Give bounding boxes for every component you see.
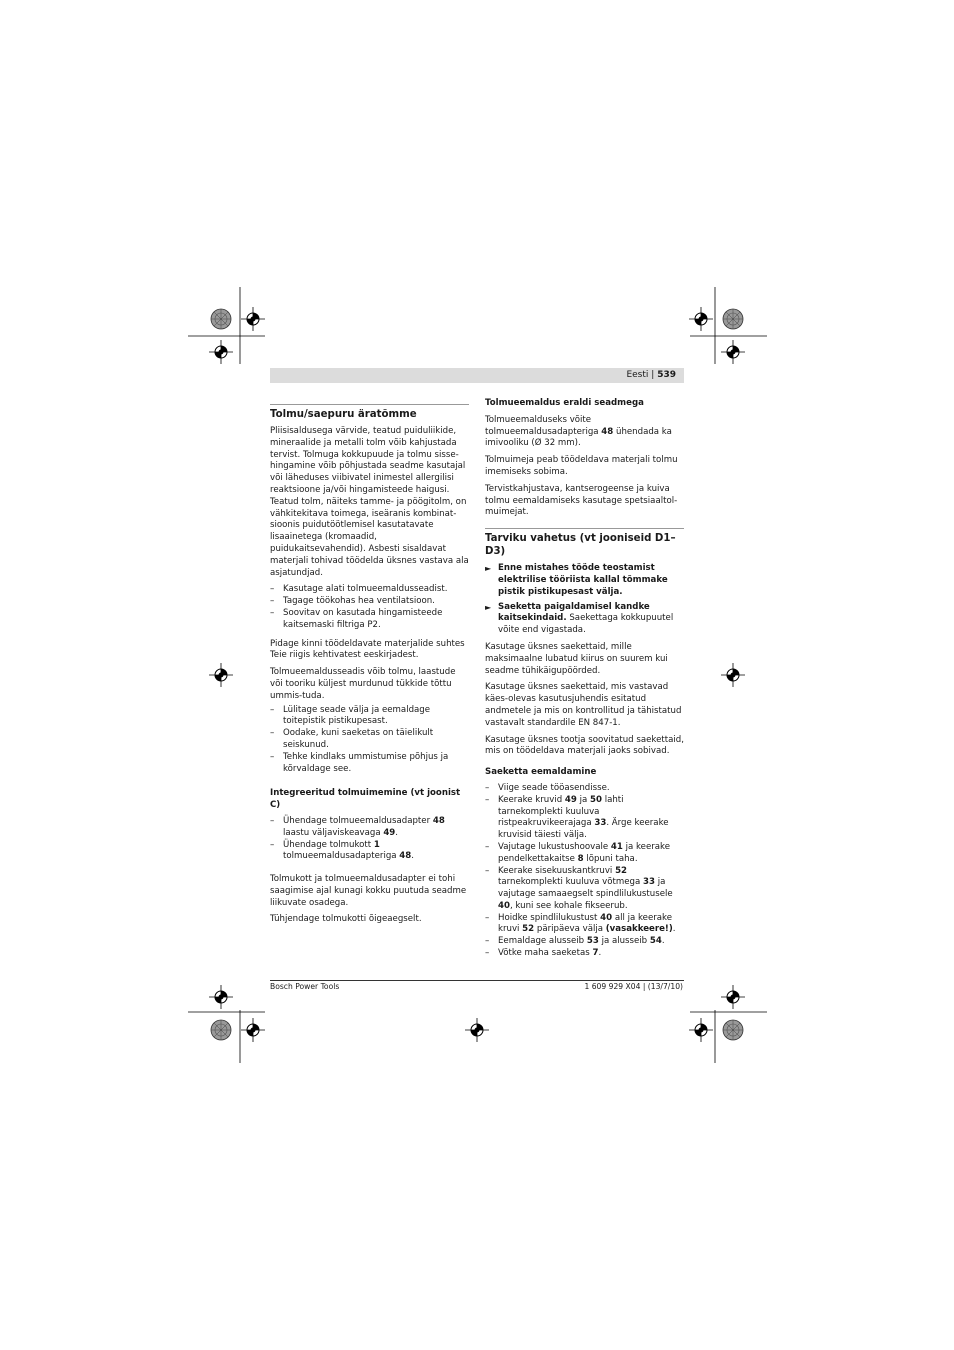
warning-list <box>485 563 684 637</box>
warning-item: ► Enne mistahes tööde teostamist elektrilise tööriista kallal tõmmake pistik pistikupesast välja. <box>485 563 668 597</box>
dust-section-title: Tolmu/saepuru äratõmme <box>270 409 417 420</box>
dust-para-3: Tolmueemaldusseadis võib tolmu, laastude või tooriku küljest murdunud tükkide tõttu ummis-tuda. <box>270 667 456 701</box>
list-item: – Lülitage seade välja ja eemaldage toitepistik pistikupesast. <box>270 704 431 727</box>
footer-brand: Bosch Power Tools <box>270 982 340 991</box>
change-para-2: Kasutage üksnes saekettaid, mis vastavad käes-olevas kasutusjuhendis esitatud andmetele ja mis on kontrollitud ja tähistatud vastavalt standardile EN 847-1. <box>485 682 682 728</box>
page-header <box>270 368 684 383</box>
separate-title: Tolmueemaldus eraldi seadmega <box>485 398 644 408</box>
list-item: – Oodake, kuni saeketas on täielikult seiskunud. <box>270 728 434 750</box>
integrated-list <box>270 816 469 863</box>
list-item: – Ühendage tolmueemaldusadapter 48 laastu väljaviskeavaga 49. <box>270 815 445 838</box>
footer-doc-number: 1 609 929 X04 | (13/7/10) <box>584 982 683 991</box>
separate-para-2: Tolmuimeja peab töödeldava materjali tolmu imemiseks sobima. <box>485 455 678 477</box>
right-column <box>485 398 684 967</box>
header-separator: | <box>651 370 655 380</box>
list-item: – Vajutage lukustushoovale 41 ja keerake pendelkettakaitse 8 lõpuni taha. <box>485 841 671 864</box>
list-item: – Tagage töökohas hea ventilatsioon. <box>270 596 435 607</box>
integrated-para-1: Tolmukott ja tolmueemaldusadapter ei tohi saagimise ajal kunagi kokku puutuda seadme liikuvate osadega. <box>270 874 467 908</box>
separate-para-1: Tolmueemalduseks võite tolmueemaldusadapteriga 48 ühendada ka imivooliku (Ø 32 mm). <box>485 414 672 449</box>
list-item: – Viige seade tööasendisse. <box>485 782 610 793</box>
arrow-icon: ► <box>485 564 492 574</box>
warning-item: ► Saeketta paigaldamisel kandke kaitsekindaid. Saekettaga kokkupuutel võite end vigastada. <box>485 601 674 636</box>
integrated-title: Integreeritud tolmuimemine (vt joonist C) <box>270 788 461 811</box>
removal-steps <box>485 783 684 960</box>
change-para-1: Kasutage üksnes saekettaid, mille maksimaalne lubatud kiirus on suurem kui seadme tühikäigupöörded. <box>485 641 668 676</box>
dust-list-2 <box>270 705 469 776</box>
list-item: – Eemaldage alusseib 53 ja alusseib 54. <box>485 936 665 947</box>
page-number: 539 <box>657 370 676 380</box>
list-item: – Hoidke spindlilukustust 40 all ja keerake kruvi 52 päripäeva välja (vasakkeere!). <box>485 912 676 935</box>
list-item: – Võtke maha saeketas 7. <box>485 948 602 959</box>
header-text <box>626 369 676 382</box>
footer-rule <box>270 980 684 981</box>
section-rule <box>270 404 469 405</box>
list-item: – Keerake sisekuuskantkruvi 52 tarnekomplekti kuuluva võtmega 33 ja vajutage samaaegselt spindlilukustusele 40, kuni see kohale fikseerub. <box>485 865 673 911</box>
separate-para-3: Tervistkahjustava, kantserogeense ja kuiva tolmu eemaldamiseks kasutage spetsiaaltol-muimejat. <box>485 483 678 518</box>
change-para-3: Kasutage üksnes tootja soovitatud saekettaid, mis on töödeldava materjali jaoks sobivad. <box>485 734 684 757</box>
dust-para-2: Pidage kinni töödeldavate materjalide suhtes Teie riigis kehtivatest eeskirjadest. <box>270 638 465 661</box>
header-language: Eesti <box>626 370 649 380</box>
removal-title: Saeketta eemaldamine <box>485 767 597 778</box>
dust-intro: Pliisisaldusega värvide, teatud puiduliikide, mineraalide ja metalli tolm võib kahjustada tervist. Tolmuga kokkupuude ja tolmu sisse-hingamine võib põhjustada seadme kasutajal või läheduses viibivatel inimestel allergilisi reaktsioone ja/või hingamisteede haigusi. Teatud tolm, näiteks tamme- ja pöögitolm, on vähkitekitava toimega, iseäranis kombinat-sioonis puidutöötlemisel kasutatavate lisaainetega (kromaadid, puidukaitsevahendid). Asbesti sisaldavat materjali tohivad töödelda üksnes vastava ala asjatundjad. <box>270 426 469 578</box>
list-item: – Tehke kindlaks ummistumise põhjus ja kõrvaldage see. <box>270 751 449 774</box>
dust-list-1 <box>270 584 469 631</box>
list-item: – Soovitav on kasutada hingamisteede kaitsemaski filtriga P2. <box>270 607 443 630</box>
list-item: – Keerake kruvid 49 ja 50 lahti tarnekomplekti kuuluva ristpeakruvikeerajaga 33. Ärge keerake kruvisid täiesti välja. <box>485 794 669 841</box>
arrow-icon: ► <box>485 602 492 612</box>
section-rule <box>485 528 684 529</box>
list-item: – Ühendage tolmukott 1 tolmueemaldusadapteriga 48. <box>270 839 414 862</box>
change-title: Tarviku vahetus (vt jooniseid D1–D3) <box>485 533 676 558</box>
list-item: – Kasutage alati tolmueemaldusseadist. <box>270 584 448 595</box>
left-column <box>270 404 469 931</box>
integrated-para-2: Tühjendage tolmukotti õigeaegselt. <box>270 914 422 925</box>
